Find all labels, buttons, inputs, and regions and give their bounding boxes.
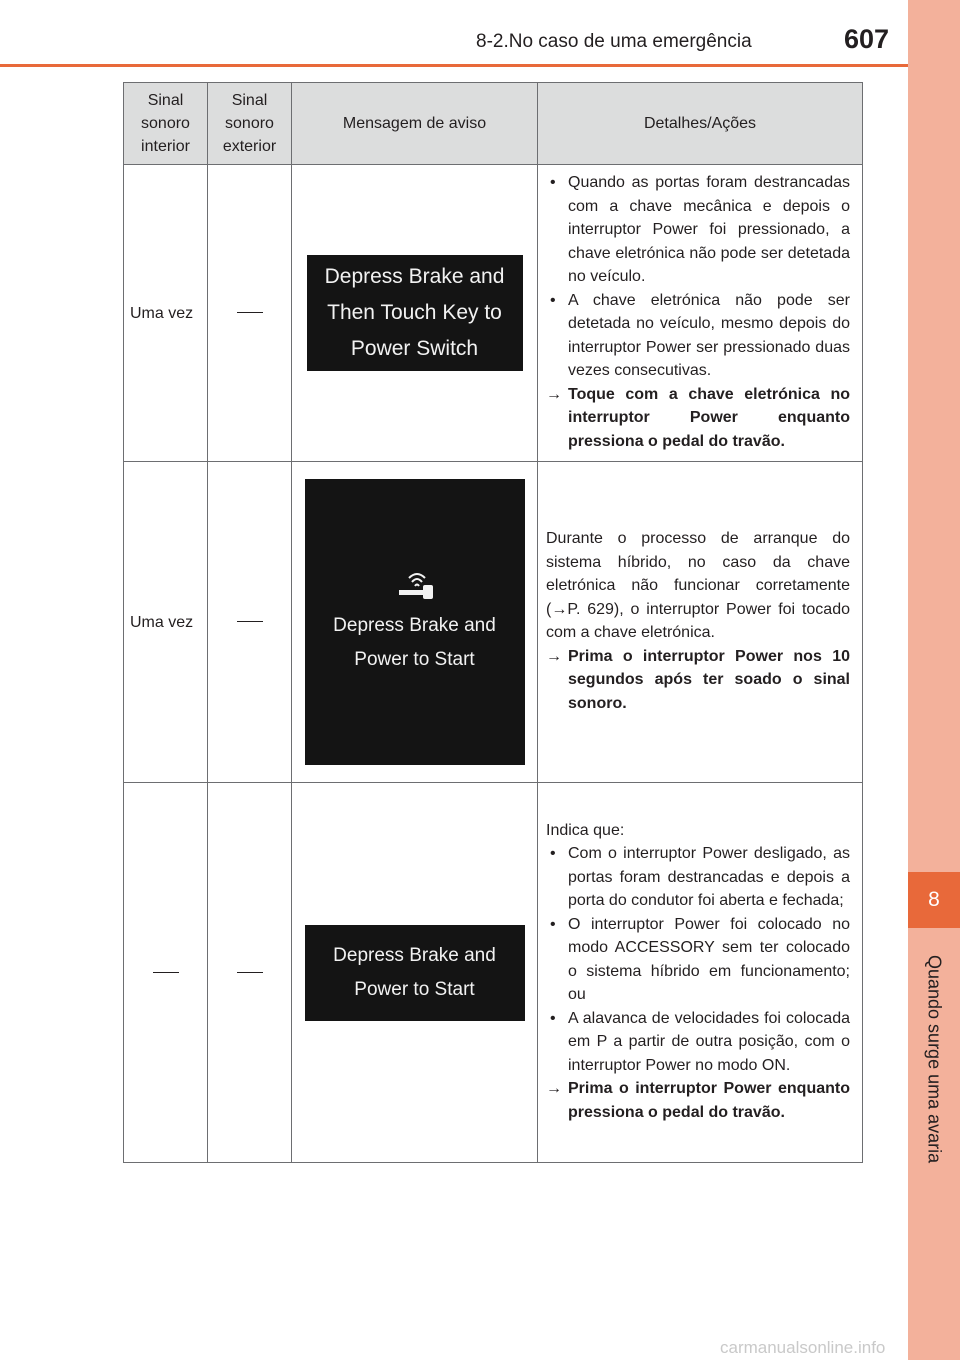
exterior-cell (208, 462, 292, 783)
page-number: 607 (844, 24, 890, 54)
chapter-number: 8 (928, 888, 940, 911)
empty-dash (237, 972, 263, 973)
details-cell (538, 462, 863, 783)
warning-table (123, 82, 863, 1163)
warning-display (307, 255, 523, 371)
detail-bullet: • Com o interruptor Power desligado, as portas foram destrancadas e depois a porta do condutor foi aberta e fechada; (546, 842, 850, 913)
empty-dash (153, 972, 179, 973)
action-text: → Toque com a chave eletrónica no interruptor Power enquanto pressiona o pedal do travão. (546, 383, 850, 454)
empty-dash (237, 621, 263, 622)
message-line: Depress Brake and (324, 265, 505, 288)
detail-bullet: • A chave eletrónica não pode ser detetada no veículo, mesmo depois do interruptor Power ser pressionado duas vezes consecutivas. (546, 289, 850, 383)
header-interior: Sinal sonoro interior (124, 83, 208, 165)
key-signal-icon (395, 567, 435, 601)
header-details: Detalhes/Ações (538, 83, 863, 165)
watermark: carmanualsonline.info (720, 1338, 886, 1357)
message-cell (292, 165, 538, 462)
details-cell (538, 165, 863, 462)
table-row (124, 783, 863, 1163)
message-line: Power to Start (354, 649, 475, 670)
chapter-title: Quando surge uma avaria (924, 955, 945, 1164)
detail-bullet: • O interruptor Power foi colocado no modo ACCESSORY sem ter colocado o sistema híbrido em funcionamento; ou (546, 913, 850, 1007)
message-line: Depress Brake and (333, 615, 496, 636)
header-rule (0, 64, 908, 67)
message-line: Power to Start (354, 978, 475, 1000)
interior-cell: Uma vez (124, 165, 208, 462)
interior-cell (124, 783, 208, 1163)
warning-display (305, 925, 525, 1021)
table-header-row (124, 83, 863, 165)
chapter-tab (908, 872, 960, 928)
sidebar-band-top (908, 0, 960, 872)
message-line: Depress Brake and (333, 944, 496, 966)
details-cell (538, 783, 863, 1163)
detail-intro: Indica que: (546, 821, 625, 839)
exterior-cell (208, 783, 292, 1163)
message-cell (292, 783, 538, 1163)
warning-display (305, 479, 525, 765)
exterior-cell (208, 165, 292, 462)
action-text: → Prima o interruptor Power enquanto pressiona o pedal do travão. (546, 1077, 850, 1124)
empty-dash (237, 312, 263, 313)
message-line: Power Switch (350, 337, 479, 360)
table-row (124, 462, 863, 783)
header-exterior: Sinal sonoro exterior (208, 83, 292, 165)
action-text: → Prima o interruptor Power nos 10 segundos após ter soado o sinal sonoro. (546, 645, 850, 716)
header-message: Mensagem de aviso (292, 83, 538, 165)
detail-bullet: • Quando as portas foram destrancadas com a chave mecânica e depois o interruptor Power foi pressionado, a chave eletrónica não pode ser detetada no veículo. (546, 171, 850, 289)
detail-intro: Durante o processo de arranque do sistema híbrido, no caso da chave eletrónica não funcionar corretamente (→P. 629), o interruptor Power foi tocado com a chave eletrónica. (546, 530, 850, 641)
table-row (124, 165, 863, 462)
interior-cell: Uma vez (124, 462, 208, 783)
message-line: Then Touch Key to (327, 301, 502, 324)
message-cell (292, 462, 538, 783)
section-title: 8-2.No caso de uma emergência (476, 31, 752, 52)
detail-bullet: • A alavanca de velocidades foi colocada em P a partir de outra posição, com o interruptor Power no modo ON. (546, 1007, 850, 1078)
